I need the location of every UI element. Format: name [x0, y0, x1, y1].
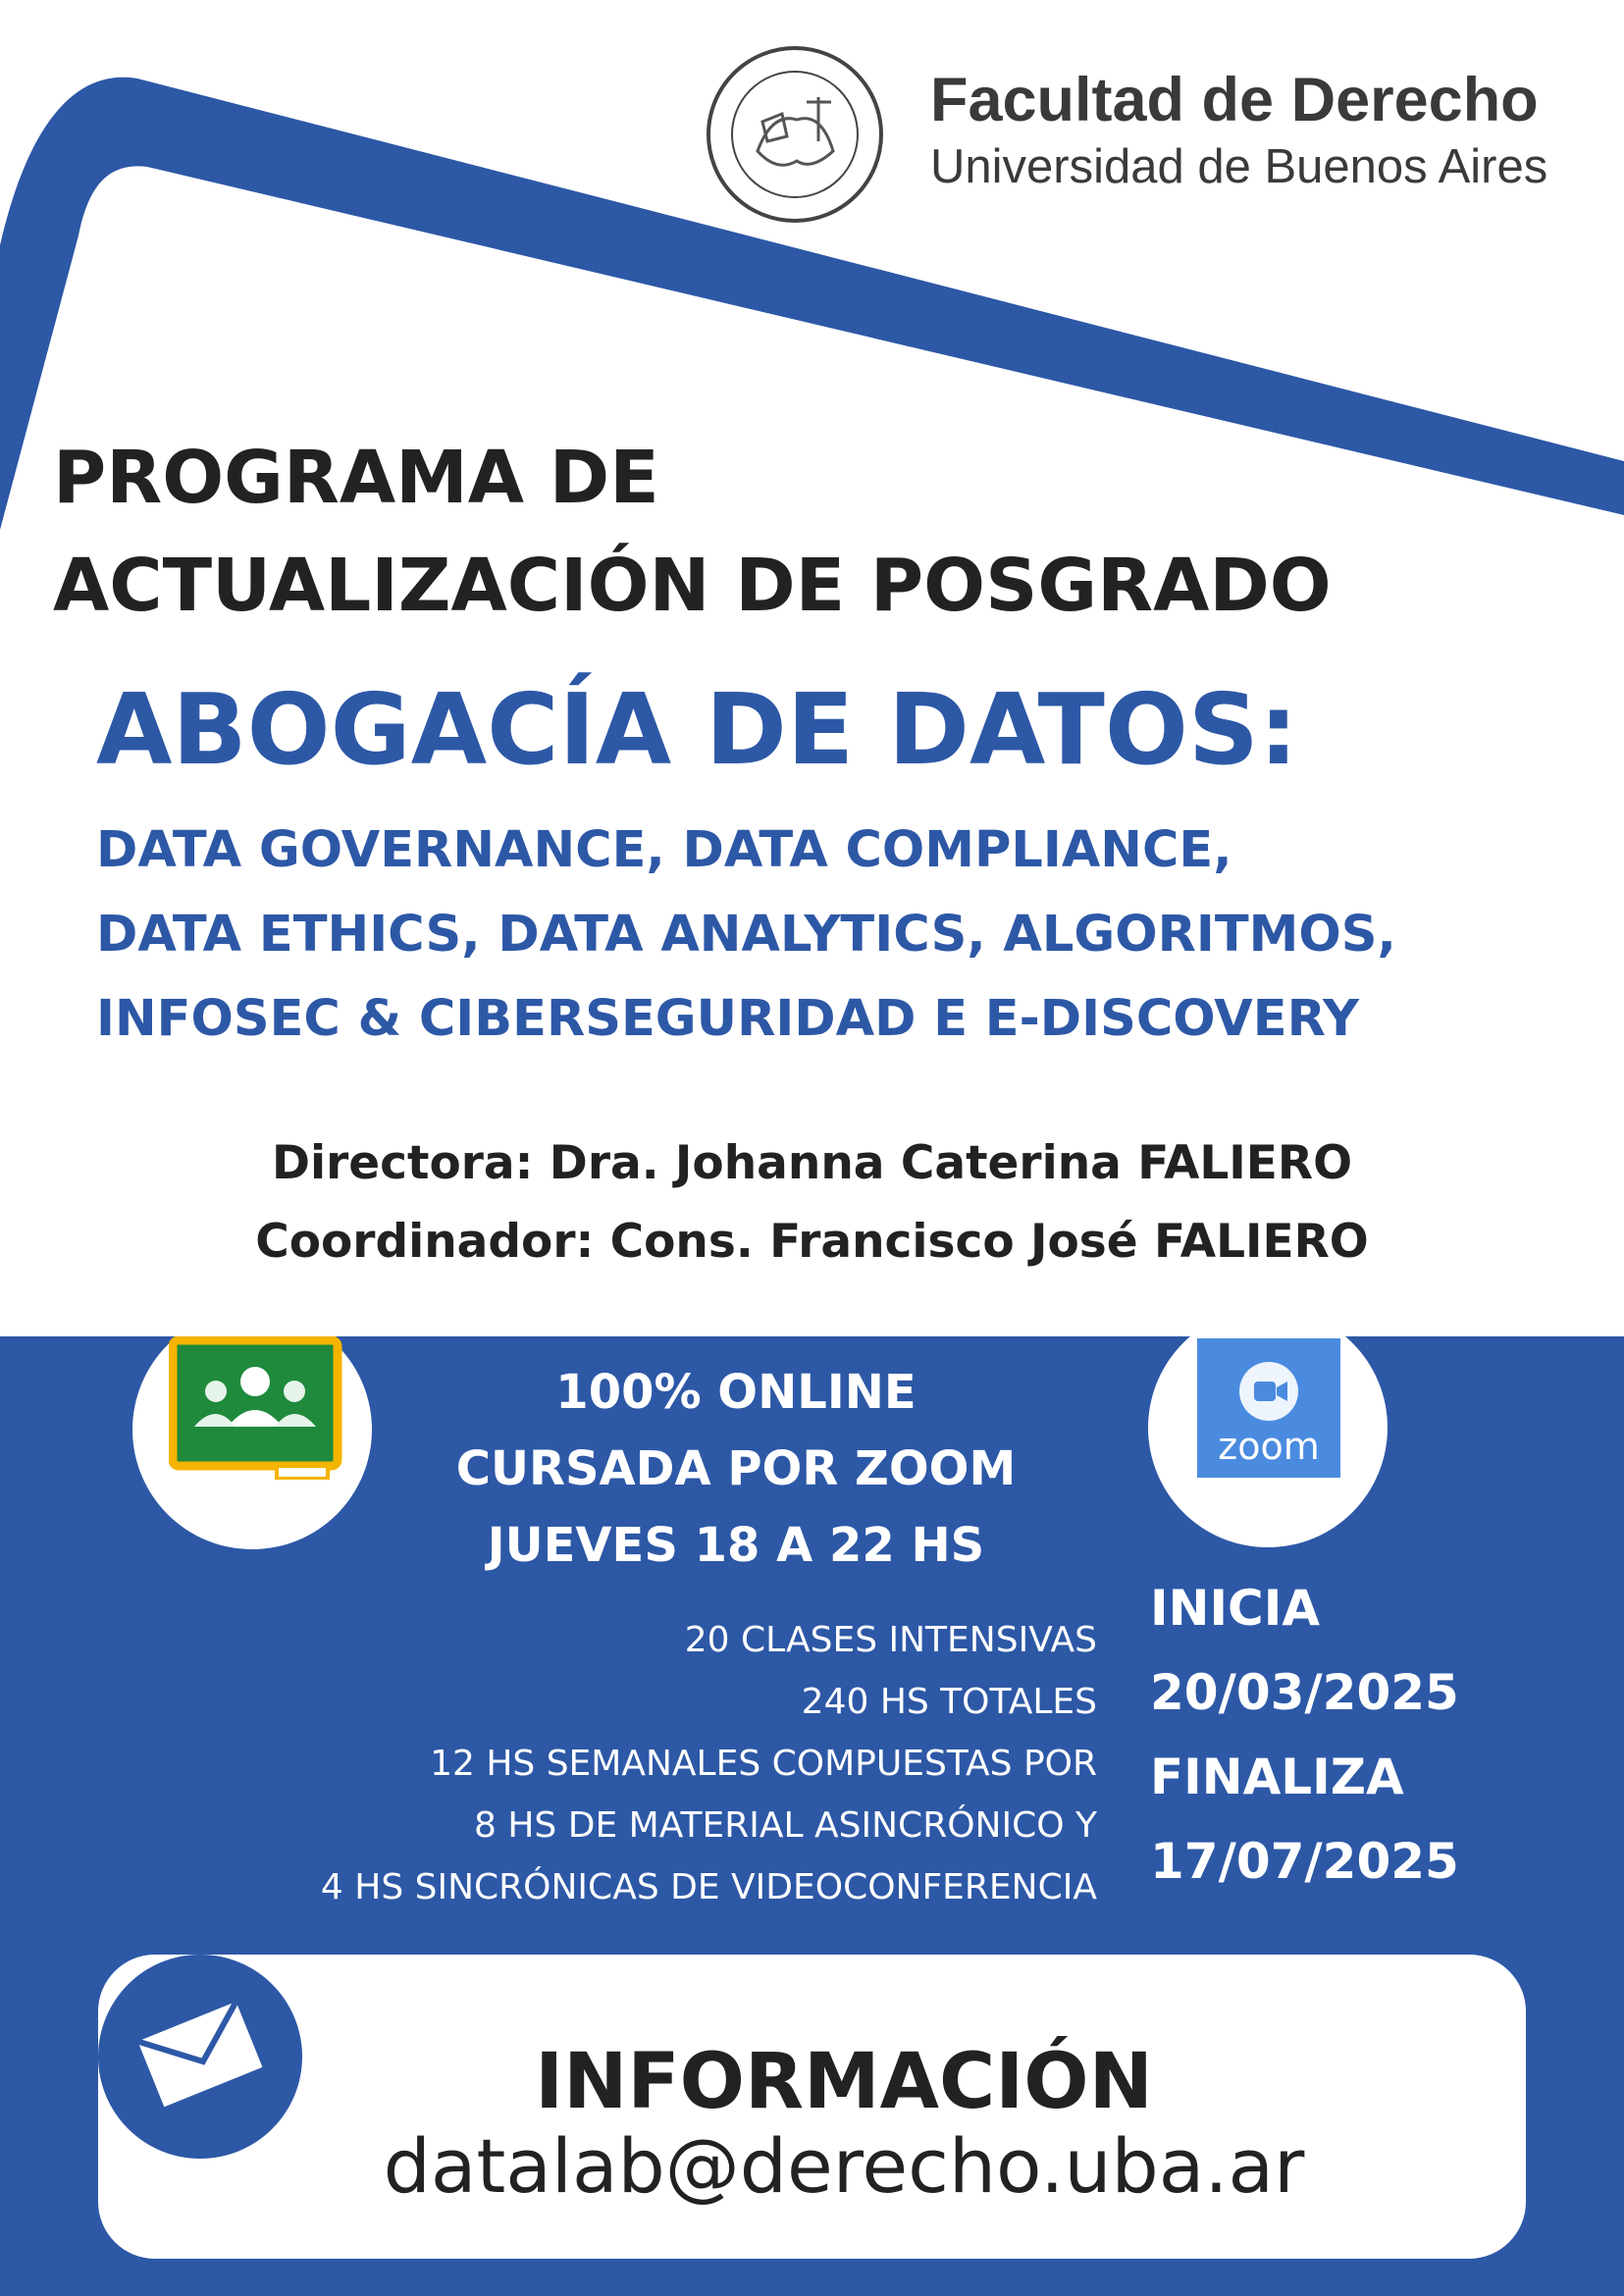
detail-line-5: 4 HS SINCRÓNICAS DE VIDEOCONFERENCIA	[320, 1867, 1097, 1907]
faculty-name: Facultad de Derecho	[930, 66, 1539, 134]
end-date: 17/07/2025	[1150, 1833, 1459, 1890]
modality-info	[393, 1354, 1079, 1584]
subtitle-line-2: DATA ETHICS, DATA ANALYTICS, ALGORITMOS,	[96, 906, 1396, 964]
staff-credits	[0, 1124, 1624, 1281]
subtitle-line-1: DATA GOVERNANCE, DATA COMPLIANCE,	[96, 821, 1232, 879]
coordinator-line: Coordinador: Cons. Francisco José FALIERO	[255, 1215, 1369, 1269]
course-subtitle	[96, 809, 1396, 1062]
modality-zoom: CURSADA POR ZOOM	[455, 1441, 1017, 1496]
program-line-2: ACTUALIZACIÓN DE POSGRADO	[53, 544, 1332, 628]
detail-line-3: 12 HS SEMANALES COMPUESTAS POR	[430, 1744, 1097, 1784]
faculty-header	[930, 63, 1607, 196]
university-name: Universidad de Buenos Aires	[930, 140, 1548, 193]
modality-schedule: JUEVES 18 A 22 HS	[487, 1518, 985, 1573]
program-line-1: PROGRAMA DE	[53, 436, 659, 520]
law-faculty-seal-icon	[704, 43, 886, 226]
google-classroom-icon	[169, 1336, 349, 1484]
detail-line-2: 240 HS TOTALES	[801, 1682, 1097, 1722]
info-title: INFORMACIÓN	[535, 2038, 1153, 2126]
modality-online: 100% ONLINE	[555, 1365, 917, 1420]
subtitle-line-3: INFOSEC & CIBERSEGURIDAD E E-DISCOVERY	[96, 990, 1359, 1048]
program-heading	[53, 424, 1332, 640]
director-line: Directora: Dra. Johanna Caterina FALIERO	[271, 1136, 1353, 1190]
course-title: ABOGACÍA DE DATOS:	[96, 672, 1298, 787]
start-date: 20/03/2025	[1150, 1664, 1459, 1721]
zoom-label: zoom	[1218, 1425, 1320, 1468]
course-dates	[1150, 1566, 1459, 1904]
start-label: INICIA	[1150, 1580, 1321, 1637]
course-details	[59, 1609, 1097, 1918]
detail-line-4: 8 HS DE MATERIAL ASINCRÓNICO Y	[474, 1805, 1097, 1846]
detail-line-1: 20 CLASES INTENSIVAS	[684, 1620, 1097, 1660]
end-label: FINALIZA	[1150, 1748, 1404, 1805]
contact-email[interactable]: datalab@derecho.uba.ar	[383, 2122, 1305, 2210]
